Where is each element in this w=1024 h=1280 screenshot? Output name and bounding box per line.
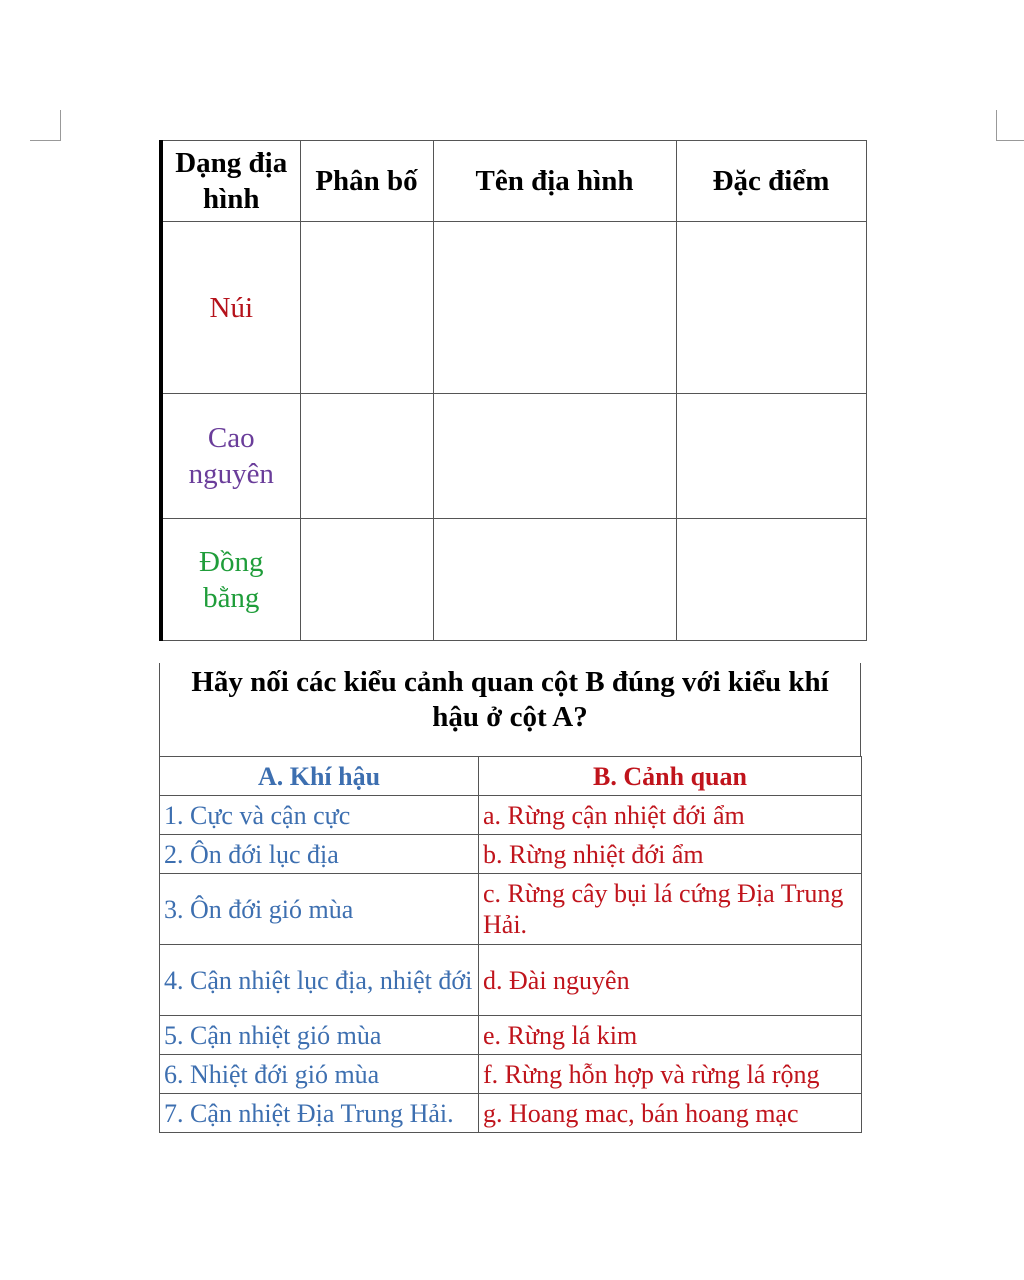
crop-mark-top-left	[60, 110, 61, 140]
landform-table	[159, 140, 867, 641]
header-climate: A. Khí hậu	[160, 757, 479, 796]
matching-table-header	[160, 757, 862, 796]
landform-table-header	[161, 141, 866, 222]
empty-cell[interactable]	[433, 519, 676, 641]
table-row	[161, 394, 866, 519]
header-landform-name: Tên địa hình	[433, 141, 676, 222]
climate-item: 2. Ôn đới lục địa	[160, 835, 479, 874]
table-row	[160, 835, 862, 874]
landscape-item: g. Hoang mac, bán hoang mạc	[479, 1094, 862, 1133]
landscape-item: c. Rừng cây bụi lá cứng Địa Trung Hải.	[479, 874, 862, 945]
landscape-item: e. Rừng lá kim	[479, 1016, 862, 1055]
header-characteristics: Đặc điểm	[676, 141, 866, 222]
landscape-item: f. Rừng hỗn hợp và rừng lá rộng	[479, 1055, 862, 1094]
table-row	[160, 1016, 862, 1055]
crop-mark-top-left	[30, 140, 61, 141]
landscape-item: b. Rừng nhiệt đới ẩm	[479, 835, 862, 874]
header-distribution: Phân bố	[300, 141, 433, 222]
header-landscape: B. Cảnh quan	[479, 757, 862, 796]
table-row	[161, 222, 866, 394]
table-row	[160, 874, 862, 945]
exercise-title: Hãy nối các kiểu cảnh quan cột B đúng với kiểu khí hậu ở cột A?	[159, 663, 861, 756]
crop-mark-top-right	[996, 110, 997, 140]
table-row	[160, 1055, 862, 1094]
empty-cell[interactable]	[300, 519, 433, 641]
climate-item: 5. Cận nhiệt gió mùa	[160, 1016, 479, 1055]
table-row	[160, 945, 862, 1016]
landscape-item: d. Đài nguyên	[479, 945, 862, 1016]
matching-table	[159, 756, 862, 1133]
crop-mark-top-right	[996, 140, 1024, 141]
climate-item: 1. Cực và cận cực	[160, 796, 479, 835]
landscape-item: a. Rừng cận nhiệt đới ẩm	[479, 796, 862, 835]
climate-item: 3. Ôn đới gió mùa	[160, 874, 479, 945]
empty-cell[interactable]	[676, 222, 866, 394]
empty-cell[interactable]	[676, 394, 866, 519]
empty-cell[interactable]	[676, 519, 866, 641]
climate-item: 6. Nhiệt đới gió mùa	[160, 1055, 479, 1094]
row-label-mountain: Núi	[161, 222, 300, 394]
header-landform-type: Dạng địa hình	[161, 141, 300, 222]
empty-cell[interactable]	[300, 222, 433, 394]
climate-item: 4. Cận nhiệt lục địa, nhiệt đới	[160, 945, 479, 1016]
row-label-plateau: Cao nguyên	[161, 394, 300, 519]
table-row	[160, 796, 862, 835]
empty-cell[interactable]	[433, 394, 676, 519]
row-label-plain: Đồng bằng	[161, 519, 300, 641]
table-row	[161, 519, 866, 641]
matching-exercise	[159, 663, 861, 1133]
table-row	[160, 1094, 862, 1133]
empty-cell[interactable]	[433, 222, 676, 394]
empty-cell[interactable]	[300, 394, 433, 519]
climate-item: 7. Cận nhiệt Địa Trung Hải.	[160, 1094, 479, 1133]
